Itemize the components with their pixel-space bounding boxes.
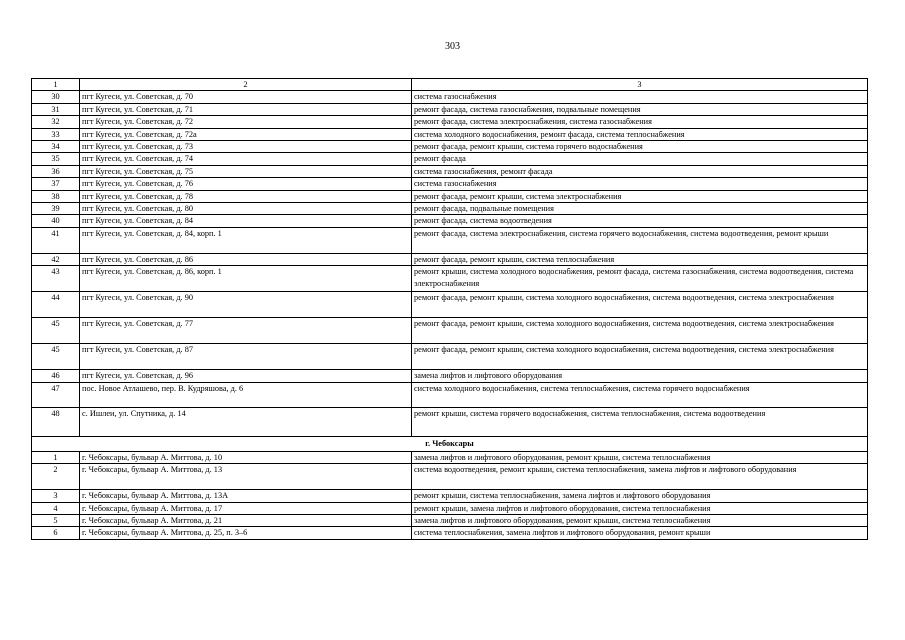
row-works: ремонт крыши, замена лифтов и лифтового оборудования, система теплоснабжения <box>412 502 868 514</box>
table-row <box>32 451 868 463</box>
row-address: пгт Кугеси, ул. Советская, д. 84 <box>80 215 412 227</box>
row-address: пгт Кугеси, ул. Советская, д. 96 <box>80 370 412 382</box>
row-address: пгт Кугеси, ул. Советская, д. 71 <box>80 103 412 115</box>
row-address: пгт Кугеси, ул. Советская, д. 70 <box>80 91 412 103</box>
table-row <box>32 203 868 215</box>
row-address: пгт Кугеси, ул. Советская, д. 86, корп. 1 <box>80 266 412 292</box>
row-works: система холодного водоснабжения, система теплоснабжения, система горячего водоснабжения <box>412 382 868 407</box>
row-address: пгт Кугеси, ул. Советская, д. 72а <box>80 128 412 140</box>
row-address: с. Ишлеи, ул. Спутника, д. 14 <box>80 407 412 436</box>
row-number: 32 <box>32 116 80 128</box>
table-row <box>32 370 868 382</box>
row-address: пгт Кугеси, ул. Советская, д. 84, корп. 1 <box>80 227 412 253</box>
row-address: пгт Кугеси, ул. Советская, д. 76 <box>80 178 412 190</box>
row-works: ремонт фасада, система водоотведения <box>412 215 868 227</box>
row-address: г. Чебоксары, бульвар А. Миттова, д. 21 <box>80 514 412 526</box>
row-number: 45 <box>32 318 80 344</box>
row-works: ремонт фасада, ремонт крыши, система горячего водоснабжения <box>412 141 868 153</box>
row-number: 44 <box>32 292 80 318</box>
row-address: г. Чебоксары, бульвар А. Миттова, д. 13 <box>80 464 412 490</box>
table-row <box>32 407 868 436</box>
row-works: система теплоснабжения, замена лифтов и лифтового оборудования, ремонт крыши <box>412 527 868 539</box>
row-address: пгт Кугеси, ул. Советская, д. 87 <box>80 344 412 370</box>
row-works: ремонт фасада, система газоснабжения, подвальные помещения <box>412 103 868 115</box>
row-works: ремонт крыши, система холодного водоснабжения, ремонт фасада, система газоснабжения, система водоотведения, система электроснабжения <box>412 266 868 292</box>
table-row <box>32 227 868 253</box>
table-row <box>32 527 868 539</box>
table-row <box>32 215 868 227</box>
row-number: 43 <box>32 266 80 292</box>
table-row <box>32 502 868 514</box>
table-row <box>32 318 868 344</box>
row-works: система газоснабжения, ремонт фасада <box>412 165 868 177</box>
repair-registry-table <box>31 78 868 540</box>
table-row <box>32 514 868 526</box>
table-row <box>32 253 868 265</box>
table-row <box>32 141 868 153</box>
row-works: ремонт фасада, ремонт крыши, система холодного водоснабжения, система водоотведения, система электроснабжения <box>412 292 868 318</box>
row-address: пгт Кугеси, ул. Советская, д. 86 <box>80 253 412 265</box>
row-number: 48 <box>32 407 80 436</box>
row-number: 30 <box>32 91 80 103</box>
row-number: 2 <box>32 464 80 490</box>
row-works: ремонт фасада, система электроснабжения, система газоснабжения <box>412 116 868 128</box>
row-works: замена лифтов и лифтового оборудования, ремонт крыши, система теплоснабжения <box>412 451 868 463</box>
row-works: система газоснабжения <box>412 178 868 190</box>
row-number: 35 <box>32 153 80 165</box>
row-number: 39 <box>32 203 80 215</box>
row-works: ремонт крыши, система горячего водоснабжения, система теплоснабжения, система водоотведения <box>412 407 868 436</box>
row-works: ремонт фасада, ремонт крыши, система теплоснабжения <box>412 253 868 265</box>
row-number: 6 <box>32 527 80 539</box>
table-row <box>32 344 868 370</box>
row-number: 3 <box>32 490 80 502</box>
table-row <box>32 153 868 165</box>
table-body <box>32 79 868 540</box>
row-works: система газоснабжения <box>412 91 868 103</box>
row-address: пос. Новое Атлашево, пер. В. Кудряшова, д. 6 <box>80 382 412 407</box>
row-works: ремонт фасада, подвальные помещения <box>412 203 868 215</box>
table-row <box>32 103 868 115</box>
row-number: 4 <box>32 502 80 514</box>
section-title: г. Чебоксары <box>32 436 868 451</box>
table-row <box>32 128 868 140</box>
row-address: г. Чебоксары, бульвар А. Миттова, д. 25, п. 3–6 <box>80 527 412 539</box>
row-works: ремонт фасада, ремонт крыши, система холодного водоснабжения, система водоотведения, система электроснабжения <box>412 344 868 370</box>
row-works: ремонт фасада, ремонт крыши, система холодного водоснабжения, система водоотведения, система электроснабжения <box>412 318 868 344</box>
row-works: ремонт крыши, система теплоснабжения, замена лифтов и лифтового оборудования <box>412 490 868 502</box>
table-row <box>32 91 868 103</box>
table-row <box>32 490 868 502</box>
row-number: 33 <box>32 128 80 140</box>
row-number: 37 <box>32 178 80 190</box>
row-works: система холодного водоснабжения, ремонт фасада, система теплоснабжения <box>412 128 868 140</box>
column-header-2: 2 <box>80 79 412 91</box>
header-row <box>32 79 868 91</box>
row-works: ремонт фасада, система электроснабжения, система горячего водоснабжения, система водоотведения, ремонт крыши <box>412 227 868 253</box>
table-row <box>32 190 868 202</box>
row-address: г. Чебоксары, бульвар А. Миттова, д. 13А <box>80 490 412 502</box>
row-number: 36 <box>32 165 80 177</box>
table-row <box>32 165 868 177</box>
table-row <box>32 116 868 128</box>
row-number: 5 <box>32 514 80 526</box>
row-address: пгт Кугеси, ул. Советская, д. 74 <box>80 153 412 165</box>
table-row <box>32 266 868 292</box>
row-number: 40 <box>32 215 80 227</box>
section-row <box>32 436 868 451</box>
row-address: пгт Кугеси, ул. Советская, д. 78 <box>80 190 412 202</box>
row-works: ремонт фасада, ремонт крыши, система электроснабжения <box>412 190 868 202</box>
row-number: 42 <box>32 253 80 265</box>
row-works: замена лифтов и лифтового оборудования <box>412 370 868 382</box>
row-address: г. Чебоксары, бульвар А. Миттова, д. 17 <box>80 502 412 514</box>
row-address: пгт Кугеси, ул. Советская, д. 77 <box>80 318 412 344</box>
row-address: г. Чебоксары, бульвар А. Миттова, д. 10 <box>80 451 412 463</box>
row-number: 34 <box>32 141 80 153</box>
row-address: пгт Кугеси, ул. Советская, д. 72 <box>80 116 412 128</box>
row-address: пгт Кугеси, ул. Советская, д. 80 <box>80 203 412 215</box>
row-number: 1 <box>32 451 80 463</box>
row-works: ремонт фасада <box>412 153 868 165</box>
row-number: 46 <box>32 370 80 382</box>
row-number: 47 <box>32 382 80 407</box>
table-row <box>32 464 868 490</box>
table-row <box>32 382 868 407</box>
row-address: пгт Кугеси, ул. Советская, д. 75 <box>80 165 412 177</box>
table-row <box>32 178 868 190</box>
row-works: замена лифтов и лифтового оборудования, ремонт крыши, система теплоснабжения <box>412 514 868 526</box>
row-address: пгт Кугеси, ул. Советская, д. 73 <box>80 141 412 153</box>
table-row <box>32 292 868 318</box>
row-number: 41 <box>32 227 80 253</box>
row-address: пгт Кугеси, ул. Советская, д. 90 <box>80 292 412 318</box>
row-number: 38 <box>32 190 80 202</box>
page-number: 303 <box>445 41 460 52</box>
row-number: 45 <box>32 344 80 370</box>
column-header-3: 3 <box>412 79 868 91</box>
row-works: система водоотведения, ремонт крыши, система теплоснабжения, замена лифтов и лифтового оборудования <box>412 464 868 490</box>
row-number: 31 <box>32 103 80 115</box>
column-header-1: 1 <box>32 79 80 91</box>
